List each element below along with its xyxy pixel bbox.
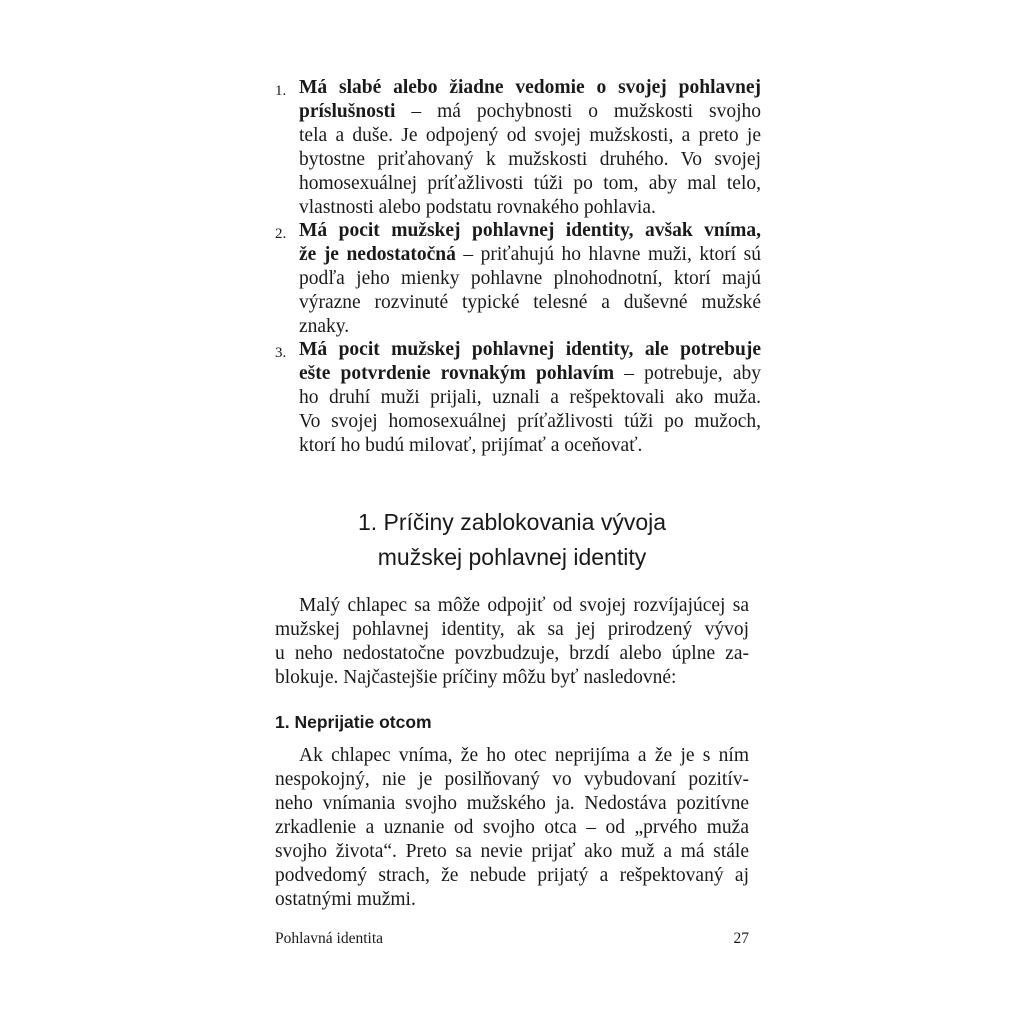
list-line: podľa jeho mienky pohlavne plnohodnotní, ktorí majú — [299, 268, 761, 289]
list-number: 1. — [275, 83, 287, 99]
section-title-line-2: mužskej pohlavnej identity — [377, 544, 647, 570]
list-line: Má pocit mužskej pohlavnej identity, ale potrebuje — [299, 339, 761, 360]
list-line: tela a duše. Je odpojený od svojej mužskosti, a preto je — [299, 125, 761, 146]
page-number: 27 — [733, 930, 749, 947]
paragraph-line: neho vnímania svojho mužského ja. Nedostáva pozitívne — [275, 793, 749, 814]
list-line: homosexuálnej príťažlivosti túži po tom, aby mal telo, — [299, 173, 761, 194]
paragraph-line: svojho života“. Preto sa nevie prijať ako muž a má stále — [275, 841, 749, 862]
list-line: ho druhí muži prijali, uznali a rešpektovali ako muža. — [299, 387, 761, 408]
list-line: Vo svojej homosexuálnej príťažlivosti túži po mužoch, — [299, 411, 761, 432]
list-number: 3. — [275, 345, 287, 361]
list-line: príslušnosti – má pochybnosti o mužskosti svojho — [299, 101, 761, 122]
paragraph-line: mužskej pohlavnej identity, ak sa jej prirodzený vývoj — [275, 619, 749, 640]
paragraph-line: zrkadlenie a uznanie od svojho otca – od „prvého muža — [275, 817, 749, 838]
list-line: ešte potvrdenie rovnakým pohlavím – potrebuje, aby — [299, 363, 762, 384]
list-line: znaky. — [299, 316, 350, 337]
paragraph-line: u neho nedostatočne povzbudzuje, brzdí alebo úplne za- — [275, 643, 749, 664]
paragraph-line: Malý chlapec sa môže odpojiť od svojej rozvíjajúcej sa — [299, 595, 749, 616]
list-number: 2. — [275, 226, 287, 242]
paragraph-line: Ak chlapec vníma, že ho otec neprijíma a že je s ním — [299, 745, 749, 766]
paragraph-line: blokuje. Najčastejšie príčiny môžu byť nasledovné: — [275, 667, 677, 688]
list-line: Má pocit mužskej pohlavnej identity, avšak vníma, — [299, 220, 761, 241]
subsection-title: 1. Neprijatie otcom — [275, 712, 432, 732]
list-line: bytostne priťahovaný k mužskosti druhého. Vo svojej — [299, 149, 761, 170]
list-line: vlastnosti alebo podstatu rovnakého pohlavia. — [299, 197, 656, 218]
list-line: ktorí ho budú milovať, prijímať a oceňovať. — [299, 435, 643, 456]
section-title-line-1: 1. Príčiny zablokovania vývoja — [357, 509, 667, 535]
list-line: že je nedostatočná – priťahujú ho hlavne muži, ktorí sú — [299, 244, 761, 265]
paragraph-line: nespokojný, nie je posilňovaný vo vybudovaní pozitív- — [275, 769, 749, 790]
paragraph-line: podvedomý strach, že nebude prijatý a rešpektovaný aj — [275, 865, 749, 886]
list-line: výrazne rozvinuté typické telesné a duševné mužské — [299, 292, 761, 313]
list-line: Má slabé alebo žiadne vedomie o svojej pohlavnej — [299, 77, 761, 98]
running-title: Pohlavná identita — [275, 930, 384, 947]
paragraph-line: ostatnými mužmi. — [275, 889, 416, 910]
